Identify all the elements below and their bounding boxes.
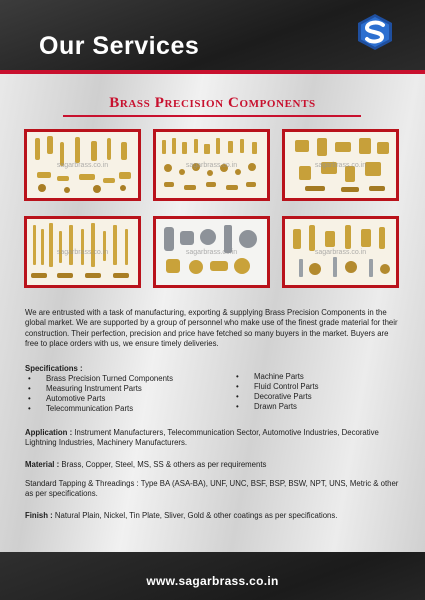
photo-watermark: sagarbrass.co.in [185,162,238,169]
application-label: Application : [25,428,73,437]
spec-item: • Brass Precision Turned Components [25,374,173,384]
product-photo-2 [153,129,270,201]
section-title-underline [63,115,361,117]
spec-item: • Telecommunication Parts [25,404,173,414]
specifications-heading: Specifications : [25,364,83,373]
photo-watermark: sagarbrass.co.in [314,249,367,256]
application-paragraph [25,428,402,449]
footer-banner [0,552,425,600]
product-photo-6 [282,216,399,288]
material-text: Brass, Copper, Steel, MS, SS & others as per requirements [61,460,267,469]
material-label: Material : [25,460,60,469]
intro-paragraph: We are entrusted with a task of manufacturing, exporting & supplying Brass Precision Components in the global market. We are supported by a group of personnel who make use of the finest grade material for their construction. Their perfection, precision and price have fetched so many buyers in the market. Buyers are free to place orders with us, we ensure timely deliveries. [25,308,398,349]
application-text: Instrument Manufacturers, Telecommunication Sector, Automotive Industries, Decorative Lightning Industries, Machinery Manufacturers. [25,428,379,448]
product-photo-5 [153,216,270,288]
specifications-list-left [25,374,173,414]
product-photo-3 [282,129,399,201]
photo-watermark: sagarbrass.co.in [314,162,367,169]
product-photo-1 [24,129,141,201]
header-banner [0,0,425,70]
spec-item: • Decorative Parts [233,392,319,402]
finish-text: Natural Plain, Nickel, Tin Plate, Sliver, Gold & other coatings as per specifications. [54,511,338,520]
spec-item: • Automotive Parts [25,394,173,404]
page-title: Our Services [39,32,200,60]
spec-item: • Fluid Control Parts [233,382,319,392]
spec-item: • Measuring Instrument Parts [25,384,173,394]
finish-paragraph [25,511,402,521]
product-photo-4 [24,216,141,288]
photo-watermark: sagarbrass.co.in [185,249,238,256]
website-link[interactable]: www.sagarbrass.co.in [146,574,279,588]
specifications-list-right [233,372,319,412]
section-title [0,95,425,112]
company-logo [356,13,394,51]
photo-watermark: sagarbrass.co.in [56,249,109,256]
material-paragraph [25,460,402,470]
section-title-text: Brass Precision Components [109,95,316,111]
photo-watermark: sagarbrass.co.in [56,162,109,169]
spec-item: • Machine Parts [233,372,319,382]
tapping-paragraph: Standard Tapping & Threadings : Type BA (ASA-BA), UNF, UNC, BSF, BSP, BSW, NPT, UNS, Metric & other as per specifications. [25,479,399,499]
spec-item: • Drawn Parts [233,402,319,412]
finish-label: Finish : [25,511,53,520]
